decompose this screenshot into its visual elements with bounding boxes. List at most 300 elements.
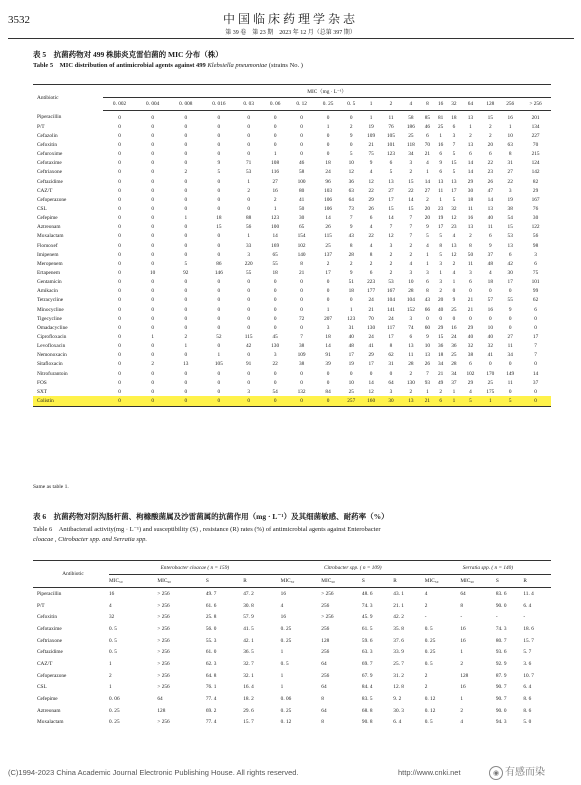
table-cell: 0 [118,178,121,185]
table-cell: 6 [434,396,447,406]
table-cell: 146 [214,269,223,276]
cnki-link[interactable]: http://www.cnki.net [398,768,461,777]
table-cell: 0. 5 [424,625,433,632]
table-cell: 23 [487,169,493,176]
table-cell: 160 [361,396,381,406]
table-cell: > 256 [157,614,170,621]
table-cell: 29 [467,379,474,386]
table-cell: 18 [272,269,278,276]
table-cell: 0 [118,251,121,258]
table-row [33,588,551,600]
table-cell: 25 [487,379,493,386]
table-cell: 0 [534,324,537,331]
table-cell: 36 [451,343,457,350]
table-cell: > 256 [157,637,170,644]
subheader-cell: MIC₉₀ [460,575,496,588]
antibiotic-name: Piperacillin [37,114,62,121]
table-cell: 22 [368,187,374,194]
table-cell: 15 [438,333,444,340]
table-cell: 0 [184,160,188,167]
table-cell: 0 [118,269,121,276]
table-cell: 108 [271,160,280,167]
table-cell: 105 [387,132,395,139]
table-row [33,323,551,332]
table-cell: 4 [426,160,429,167]
table-cell: 64. 8 [205,672,217,679]
table-cell: 31 [348,324,354,331]
table-row [33,369,551,378]
table-cell: 18 [451,114,457,121]
table-cell: 0 [300,114,303,121]
table-cell: 256 [321,649,330,656]
mic-value-header: 0. 002 [103,98,136,111]
table-cell: 1 [460,649,463,656]
table-cell: 0 [217,279,221,286]
table-cell: 20 [424,215,431,222]
table-cell: 0 [217,288,221,295]
table-row [33,387,551,396]
table-cell: 5 [452,151,456,158]
table-cell: 0 [118,260,121,267]
table-cell: 14 [272,233,278,240]
table-cell: 11 [388,114,394,121]
table-cell: 4 [489,269,492,276]
table-cell: 34 [408,151,414,158]
table-cell: 62. 3 [205,660,217,667]
table-cell: 81 [438,114,444,121]
table-cell: 1 [247,178,250,185]
table-cell: 0 [184,205,188,212]
table-cell: 7 [409,224,413,231]
table-row [33,635,551,647]
table-cell: 132 [297,388,306,395]
table-cell: 14 [368,379,374,386]
table-cell: 14 [325,215,331,222]
table-cell: 1 [369,114,373,121]
table-cell: 0 [184,288,188,295]
table-cell: 0 [247,315,250,322]
antibiotic-name: CSL [37,684,47,691]
table-cell: 88 [246,215,252,222]
table-cell: 0 [184,324,188,331]
table-cell: 90. 7 [495,696,507,703]
table-cell: 207 [324,315,333,322]
table-cell: 2 [151,361,154,368]
table-cell: 17 [388,333,394,340]
table-cell: 1 [447,396,460,406]
table-cell: 47 [487,187,493,194]
table-cell: 0 [217,306,221,313]
table-cell: 0 [534,388,537,395]
table-cell: 5 [452,196,456,203]
table-cell: 4 [109,602,112,609]
table-cell: 118 [407,141,415,148]
table-cell: 0. 25 [424,637,436,644]
mic-value-header: 64 [461,98,481,111]
table-cell: 1 [280,684,284,691]
table-cell: 6 [389,160,393,167]
table-cell: 0 [118,288,121,295]
table-cell: 0 [273,279,277,286]
table-cell: 0 [247,370,250,377]
table-cell: 9. 2 [393,696,402,703]
table-cell: 29 [467,324,474,331]
table-cell: 0 [247,324,250,331]
table-cell: 0 [300,297,303,304]
table-row [33,241,551,250]
antibiotic-name: Tigecycline [37,315,62,322]
table-cell: 2 [426,196,429,203]
table-cell: 0 [217,187,221,194]
page-number: 3532 [8,14,30,26]
table-cell: 64 [348,196,354,203]
table-cell: 38 [298,361,305,368]
table-cell: 0 [452,288,456,295]
table-cell: 0 [247,132,250,139]
table-cell: 30 [467,187,474,194]
table-cell: 14 [408,196,414,203]
table-cell: 2 [247,187,250,194]
table-cell: 1 [151,333,154,340]
table-row [33,195,551,204]
antibiotic-name: Ceftriaxone [37,169,63,176]
table-cell: 15 [216,224,222,231]
table-cell: 109 [367,132,376,139]
table-cell: 4 [426,242,429,249]
table-cell: 256 [321,672,330,679]
table-cell: 0. 12 [424,707,436,714]
table-cell: 17 [325,269,331,276]
table-cell: 227 [531,132,540,139]
group-header: Enterobacter cloacae ( n = 159) [109,561,281,575]
journal-title: 中国临床药理学杂志 [222,12,358,26]
table-cell: 0 [326,379,330,386]
table-cell: 71 [246,160,252,167]
table-cell: 0 [184,379,188,386]
table-cell: 5 [439,233,442,240]
table-row [33,623,551,635]
table-cell: 0 [349,114,353,121]
table-cell: 31 [388,361,394,368]
table-cell: 3 [273,352,277,359]
table-cell: 257 [341,396,361,406]
table-cell: 0 [151,114,154,121]
table-cell: 154 [297,233,306,240]
table-cell: 10. 7 [523,672,534,679]
table-cell: 1 [326,306,330,313]
table-cell: 64 [157,696,163,703]
table-cell: 0. 5 [424,719,433,726]
table-cell: 1 [460,696,463,703]
table-cell: 0 [151,215,154,222]
table-cell: 9 [439,160,442,167]
table-cell: 6 [489,151,492,158]
table-cell: 65 [298,224,305,231]
mic-value-header: 16 [434,98,447,111]
table-cell: 13 [408,343,414,350]
mic-value-header: 0. 03 [235,98,261,111]
table-cell: 32 [109,614,115,621]
table-cell: 7 [534,352,537,359]
table-cell: 5. 0 [523,719,532,726]
table-cell: 15. 7 [243,719,254,726]
table-cell: 0 [118,215,121,222]
table-cell: 2 [424,672,428,679]
table-cell: 40 [487,333,493,340]
table-cell: 11 [467,205,473,212]
table-cell: 2 [489,123,492,130]
table-cell: 104 [406,297,415,304]
table-cell: 1 [508,123,512,130]
table-cell: 90. 0 [495,707,507,714]
table-cell: 2 [439,288,442,295]
table-cell: 0 [508,388,512,395]
table-cell: 0 [118,315,121,322]
table-cell: 40 [467,333,474,340]
table-row [33,250,551,259]
table-cell: 105 [214,361,223,368]
table-cell: 0 [247,306,250,313]
table-cell: 0 [151,251,154,258]
table-cell: 3 [508,187,512,194]
table-cell: 0 [300,151,303,158]
table-cell: 50 [467,251,474,258]
table-cell: 0 [118,388,121,395]
table-cell: 0 [151,132,154,139]
table-cell: 0 [151,242,154,249]
table-cell: 123 [387,151,395,158]
table-cell: 8 [508,151,512,158]
table-row [33,314,551,323]
table-cell: 0 [184,306,188,313]
table-cell: 0 [151,233,154,240]
table-cell: 96 [325,178,331,185]
antibiotic-name: Cefepime [37,696,58,703]
table-cell: 11 [408,352,414,359]
table-cell: 15. 7 [523,637,534,644]
table-cell: 9 [508,306,512,313]
table-row [33,658,551,670]
table-cell: 24 [451,333,457,340]
table-cell: 15 [451,160,457,167]
table-cell: 93 [424,379,431,386]
subheader-cell: MIC₅₀ [281,575,322,588]
table-cell: 12 [348,169,354,176]
table-cell: 0 [217,297,221,304]
table-cell: 37 [451,379,457,386]
table-cell: 1 [184,343,188,350]
table-cell: 65 [272,251,278,258]
table-cell: 4 [280,602,284,609]
table-cell: 23 [438,205,444,212]
table-cell: 41 [298,196,305,203]
mic-value-header: 0. 016 [202,98,235,111]
table-row [33,186,551,195]
table-cell: 13 [451,178,457,185]
table-cell: 4 [369,224,373,231]
table-cell: 130 [367,324,376,331]
table-cell: 13 [507,242,513,249]
table-cell: 0. 25 [280,625,292,632]
table-cell: 5 [217,169,221,176]
table-cell: 123 [271,215,280,222]
table-cell: 40 [438,306,444,313]
table-cell: 2 [469,132,472,139]
table-cell: 2 [424,602,428,609]
table-cell: 58 [298,169,305,176]
table-cell: 56 [246,224,252,231]
table-cell: 74. 3 [361,602,373,609]
table-cell: 2 [489,132,492,139]
table-cell: 0 [247,205,250,212]
antibiotic-name: CSL [37,205,47,212]
table-cell: 19 [348,361,354,368]
table-cell: 50 [298,205,305,212]
table-cell: 0. 5 [109,625,117,632]
antibiotic-name: Imipenem [37,251,59,258]
footer [8,768,461,777]
table-cell: 16 [272,187,278,194]
table-cell: 0 [469,315,472,322]
table-cell: 1 [273,151,277,158]
table-cell: 0 [136,396,169,406]
table-cell: 186 [406,123,415,130]
table-cell: 18 [325,333,331,340]
table-cell: 7 [349,215,353,222]
mic-value-header: 0. 5 [341,98,361,111]
table-cell: 4 [469,388,472,395]
table-cell: 0 [326,297,330,304]
table-cell: 0 [184,141,188,148]
table-cell: 0 [217,132,221,139]
table-cell: 0 [217,114,221,121]
table-cell: 25. 8 [205,614,217,621]
table-cell: 0 [184,114,188,121]
antibiotic-header: Antibiotic [37,94,59,101]
table-cell: 74. 3 [495,625,507,632]
table-cell: 19 [438,215,444,222]
table-cell: 104 [387,297,395,304]
table-cell: > 256 [157,684,170,691]
antibiotic-name: Moxalactam [37,233,64,240]
antibiotic-name: Ceftazidime [37,649,63,656]
table-cell: 86 [216,260,222,267]
table-row [33,705,551,717]
table-cell: 61. 6 [205,602,217,609]
table-cell: 4 [460,719,463,726]
table-cell: > 256 [157,602,170,609]
table-cell: 9 [452,297,456,304]
table-cell: 91 [325,352,331,359]
table-cell: 0 [508,288,512,295]
table-cell: 0 [118,279,121,286]
table-cell: 25 [325,242,331,249]
table-cell: 0 [151,370,154,377]
table-cell: 1 [452,279,456,286]
table-cell: 6 [534,260,537,267]
table-cell: 6 [409,333,413,340]
table-cell: 7 [300,333,303,340]
table-cell: 0 [151,297,154,304]
table-cell: 39 [325,361,331,368]
table-cell: 0 [217,251,221,258]
table-cell: 134 [531,123,540,130]
table-cell: 47. 2 [243,590,254,597]
table-cell: 34 [507,352,513,359]
table-cell: 24 [368,333,374,340]
table-cell: 115 [244,333,253,340]
table-cell: 16 [451,324,457,331]
table-cell: 0 [151,260,154,267]
antibiotic-name: Cefoxitin [37,614,58,621]
table-cell: 13 [467,141,474,148]
issue-info: 第 39 卷 第 23 期 2023 年 12 月（总第 397 期） [225,30,356,36]
table-cell: 103 [324,187,333,194]
table-cell: 0 [118,333,121,340]
table-cell: 0 [151,178,154,185]
mic-value-header: 0. 004 [136,98,169,111]
table-cell: 27 [424,187,431,194]
table-cell: 26 [424,361,431,368]
table-cell: 25 [451,306,457,313]
table-cell: 8 [460,602,463,609]
table-cell: 0. 12 [424,696,436,703]
group-header: Citrobacter spp. ( n = 109) [281,561,425,575]
table-cell: 0 [217,151,221,158]
table-cell: 13 [388,178,394,185]
table-cell: 0 [273,132,277,139]
table-cell: 0 [217,141,221,148]
table-cell: 52 [216,333,222,340]
table5-title-en: Table 5 MIC distribution of antimicrobial agents against 499 Klebsiella pneumoniae (strains No. ) [33,62,303,69]
table-cell: 1 [452,388,456,395]
table-cell: 10 [507,132,513,139]
table-cell: 1 [273,205,277,212]
table-cell: 2 [409,242,413,249]
table-cell: 3 [389,388,393,395]
table-cell: 0 [315,396,341,406]
table-cell: 40 [348,333,354,340]
table-cell: 122 [531,224,540,231]
table-cell: 53 [388,279,394,286]
table-cell: 0 [300,279,303,286]
table-cell: 109 [297,352,306,359]
table-row [33,342,551,351]
table-cell: 0 [184,123,188,130]
table-cell: 21 [421,396,434,406]
table-cell: 2 [460,707,463,714]
table-cell: 69. 7 [361,660,373,667]
table-cell: 223 [367,279,376,286]
table-cell: 45. 9 [361,614,373,621]
watermark [489,763,545,780]
table-cell: 102 [466,370,475,377]
table-cell: 25. 7 [393,660,404,667]
table-cell: 30. 3 [393,707,404,714]
table-cell: 53 [246,169,252,176]
table-cell: 1 [469,123,472,130]
antibiotic-name: Cefuroxime [37,151,63,158]
table-cell: 16 [280,590,286,597]
table-cell: 1 [184,215,188,222]
antibiotic-name: P/T [37,123,45,130]
table-cell: 13 [467,224,474,231]
table-cell: 0 [151,306,154,313]
table-cell: 4 [452,233,456,240]
table-cell: 0 [273,324,277,331]
mic-value-header: 0. 12 [288,98,314,111]
table-cell: - [495,614,498,621]
